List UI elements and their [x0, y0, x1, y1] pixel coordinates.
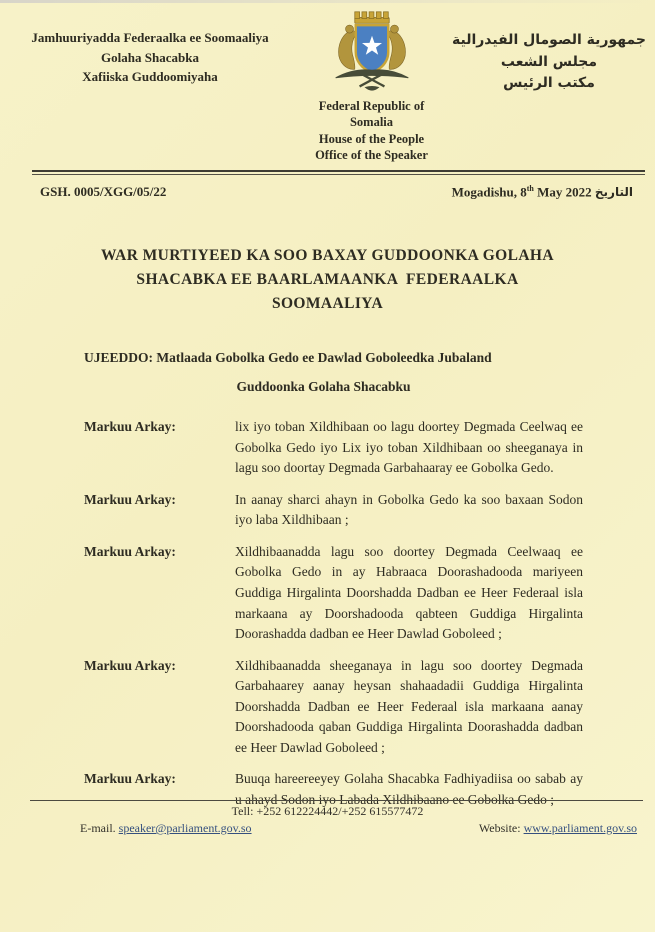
clause-text: lix iyo toban Xildhibaan oo lagu doortey Degmada Ceelwaq ee Gobolka Gedo iyo Lix iyo toban Xildhibaan oo sheeganaya in lagu soo doortay Degmada Garbahaaray ee Gobolka Gedo. [235, 419, 583, 476]
clause-text: Xildhibaanadda lagu soo doortey Degmada Ceelwaaq ee Gobolka Gedo in ay Habraaca Doorashadooda mariyeen Guddiga Hirgalinta Doorshadda Dadban ee Heer Federaal isla markaana ay Doorshadooda qabteen Guddiga Hirgalinta Doorashadda dadban ee Heer Dawlad Goboleed ; [235, 543, 583, 642]
document-title-line: SHACABKA EE BAARLAMAANKA FEDERAALKA [136, 271, 519, 289]
header-divider [32, 170, 645, 175]
letterhead-arabic-line: جمهورية الصومال الفيدرالية [451, 32, 646, 48]
date-ordinal-suffix: th [526, 184, 534, 193]
date-line [452, 184, 637, 200]
reference-row [40, 184, 637, 200]
document-title [0, 244, 655, 316]
scan-edge [0, 0, 655, 3]
somalia-coat-of-arms-icon [314, 8, 430, 96]
reference-number: GSH. 0005/XGG/05/22 [40, 184, 167, 200]
letterhead-english-line: Office of the Speaker [315, 147, 428, 162]
clause-label: Markuu Arkay: [84, 419, 176, 435]
clause-label: Markuu Arkay: [84, 657, 176, 673]
letterhead-arabic-line: مكتب الرئيس [503, 75, 595, 92]
clause-text: Buuqa hareereeyey Golaha Shacabka Fadhiyadiisa oo sabab ay u ahayd Sodon iyo Labada Xildhibaano ee Gobolka Gedo ; [235, 771, 583, 807]
date-label-arabic: التاريخ [594, 185, 633, 200]
date-city-day: Mogadishu, 8 [451, 184, 527, 200]
date-rest: May 2022 [533, 184, 592, 200]
clause-row [84, 656, 583, 759]
footer-website-label: Website: [478, 821, 521, 835]
footer-contact-row [0, 819, 655, 836]
footer-email-group [80, 821, 252, 836]
clause-label: Markuu Arkay: [84, 543, 176, 559]
letterhead-somali-block [0, 8, 300, 87]
footer-email-link[interactable]: speaker@parliament.gov.so [118, 821, 252, 835]
clause-label: Markuu Arkay: [84, 491, 176, 507]
document-title-line: WAR MURTIYEED KA SOO BAXAY GUDDOONKA GOLAHA [100, 247, 554, 265]
footer-website-group [479, 821, 637, 836]
footer [0, 800, 655, 836]
document-title-line: SOOMAALIYA [271, 295, 384, 313]
clause-text: Xildhibaanadda sheeganaya in lagu soo doortey Degmada Garbahaarey aanay heysan shahaadadii Guddiga Hirgalinta Doorshadda Dadban ee Heer Federaal isla markaana aanay Doorshadooda qaban Guddiga Hirgalinta Doorashadda dadban ee Heer Dawlad Goboleed ; [235, 657, 583, 755]
footer-divider [30, 800, 643, 801]
clauses-section [84, 417, 583, 810]
clause-row [84, 542, 583, 645]
letterhead-somali-line: Jamhuuriyadda Federaalka ee Soomaaliya [31, 30, 269, 45]
letterhead-english-line: House of the People [318, 131, 425, 146]
subheading: Guddoonka Golaha Shacabku [236, 379, 411, 395]
letterhead-arabic-line: مجلس الشعب [500, 53, 598, 70]
subject-line: UJEEDDO: Matlaada Gobolka Gedo ee Dawlad Goboleedka Jubaland [84, 350, 492, 366]
footer-website-link[interactable]: www.parliament.gov.so [523, 821, 637, 835]
clause-label: Markuu Arkay: [84, 771, 176, 787]
clause-row [84, 490, 583, 531]
footer-email-label: E-mail. [80, 821, 116, 835]
letterhead-somali-line: Xafiiska Guddoomiyaha [82, 69, 218, 84]
letterhead-somali-line: Golaha Shacabka [101, 49, 199, 65]
letterhead [0, 0, 655, 163]
letterhead-english-block [300, 98, 443, 163]
letterhead-english-line: Federal Republic of Somalia [318, 99, 425, 130]
clause-row [84, 417, 583, 479]
footer-telephone: Tell: +252 612224442/+252 615577472 [231, 804, 424, 818]
clause-text: In aanay sharci ahayn in Gobolka Gedo ka soo baxaan Sodon iyo laba Xildhibaan ; [235, 491, 583, 528]
letterhead-center-block [300, 8, 443, 163]
letterhead-arabic-block [443, 8, 655, 95]
